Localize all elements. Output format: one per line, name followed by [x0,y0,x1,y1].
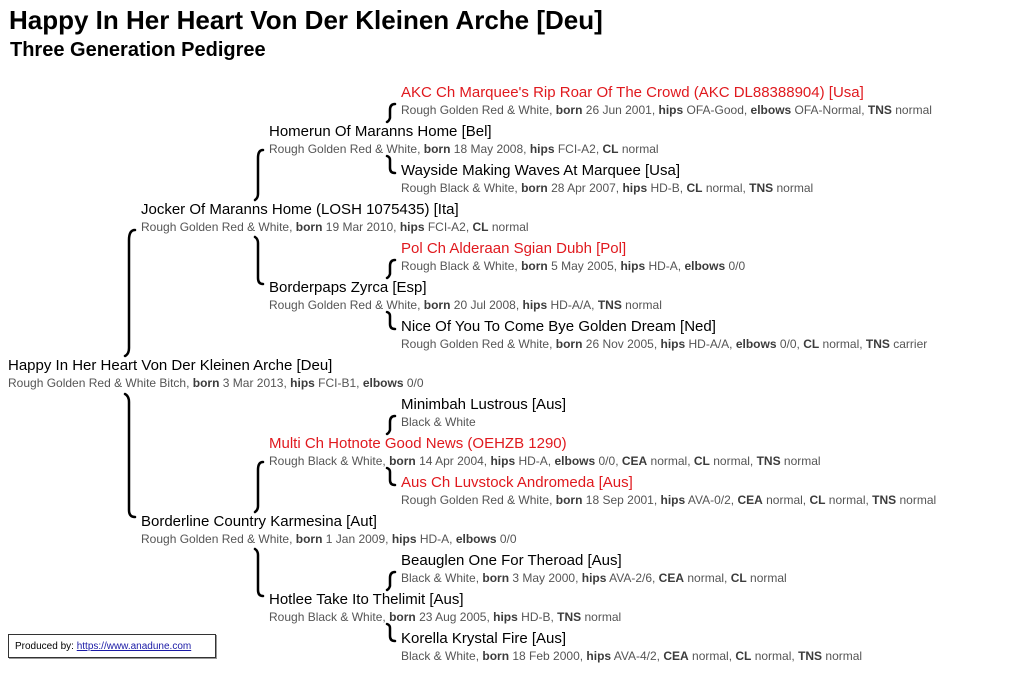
bracket-dam-dam [255,549,263,596]
detail-label: CEA [737,493,763,507]
detail-label: hips [399,220,425,234]
produced-by-credit [8,634,216,658]
dog-details: Rough Golden Red & White, born 20 Jul 2008, hips HD-A/A, TNS normal [269,298,662,312]
page-title: Happy In Her Heart Von Der Kleinen Arche [Deu] [9,5,603,35]
detail-label: hips [529,142,555,156]
dog-details: Rough Black & White, born 28 Apr 2007, hips HD-B, CL normal, TNS normal [401,181,814,195]
detail-label: born [192,376,220,390]
detail-label: elbows [455,532,497,546]
anadune-link[interactable]: https://www.anadune.com [76,641,192,652]
detail-label: hips [490,454,516,468]
bracket-dd-dam [387,624,395,641]
detail-label: elbows [750,103,792,117]
detail-label: hips [658,103,684,117]
detail-label: hips [660,493,686,507]
dog-name: Happy In Her Heart Von Der Kleinen Arche [Deu] [8,357,333,374]
detail-label: born [295,220,323,234]
dog-details: Black & White, born 3 May 2000, hips AVA-2/6, CEA normal, CL normal [401,571,787,585]
dog-details: Black & White, born 18 Feb 2000, hips AVA-4/2, CEA normal, CL normal, TNS normal [401,649,863,663]
detail-label: hips [620,259,646,273]
bracket-ss-sire [387,104,395,122]
detail-label: CL [730,571,747,585]
dog-entry-ds-sire [401,396,566,430]
dog-details: Rough Golden Red & White, born 1 Jan 2009, hips HD-A, elbows 0/0 [141,532,517,546]
dog-entry-sire [141,201,529,235]
dog-details: Rough Golden Red & White, born 26 Nov 2005, hips HD-A/A, elbows 0/0, CL normal, TNS carrier [401,337,928,351]
detail-label: TNS [872,493,897,507]
detail-label: CL [693,454,710,468]
dog-name: Nice Of You To Come Bye Golden Dream [Ned] [401,318,716,335]
dog-name: AKC Ch Marquee's Rip Roar Of The Crowd (AKC DL88388904) [Usa] [401,84,864,101]
dog-entry-sire-dam [269,279,662,313]
detail-label: elbows [362,376,404,390]
bracket-ds-dam [387,468,395,485]
detail-label: TNS [756,454,781,468]
detail-label: CL [686,181,703,195]
detail-label: TNS [749,181,774,195]
dog-name: Minimbah Lustrous [Aus] [401,396,567,413]
dog-entry-subject [8,357,424,391]
page-subtitle: Three Generation Pedigree [10,39,266,61]
detail-label: elbows [735,337,777,351]
detail-label: born [389,454,416,468]
dog-details: Rough Golden Red & White, born 19 Mar 2010, hips FCI-A2, CL normal [141,220,529,234]
detail-label: born [389,610,416,624]
detail-label: born [295,532,323,546]
detail-label: hips [493,610,518,624]
detail-label: TNS [597,298,622,312]
dog-name: Homerun Of Maranns Home [Bel] [269,123,492,140]
detail-label: CEA [658,571,685,585]
dog-entry-dam-sire [269,435,821,469]
dog-name: Multi Ch Hotnote Good News (OEHZB 1290) [269,435,567,452]
detail-label: CL [809,493,826,507]
dog-details: Rough Black & White, born 14 Apr 2004, hips HD-A, elbows 0/0, CEA normal, CL normal, TNS normal [269,454,821,468]
detail-label: born [521,181,548,195]
dog-name: Korella Krystal Fire [Aus] [401,630,567,647]
dog-entry-sd-sire [401,240,745,274]
detail-label: CL [735,649,752,663]
detail-label: hips [522,298,548,312]
detail-label: hips [581,571,607,585]
dog-details: Rough Golden Red & White, born 18 May 2008, hips FCI-A2, CL normal [269,142,659,156]
bracket-sire-dam [255,237,263,284]
dog-details: Rough Golden Red & White, born 18 Sep 2001, hips AVA-0/2, CEA normal, CL normal, TNS normal [401,493,937,507]
detail-label: TNS [798,649,823,663]
dog-name: Borderline Country Karmesina [Aut] [141,513,377,530]
bracket-dam-sire [255,462,263,512]
dog-entry-ss-dam [401,162,813,196]
detail-label: born [555,103,583,117]
detail-label: elbows [684,259,726,273]
detail-label: TNS [557,610,582,624]
dog-entry-dd-dam [401,630,862,664]
dog-entry-sd-dam [401,318,927,352]
dog-name: Beauglen One For Theroad [Aus] [401,552,622,569]
dog-name: Pol Ch Alderaan Sgian Dubh [Pol] [401,240,627,257]
detail-label: CL [602,142,619,156]
detail-label: TNS [865,337,890,351]
dog-details: Rough Golden Red & White Bitch, born 3 Mar 2013, hips FCI-B1, elbows 0/0 [8,376,424,390]
dog-name: Wayside Making Waves At Marquee [Usa] [401,162,680,179]
detail-label: born [555,337,583,351]
detail-label: CL [472,220,489,234]
detail-label: born [482,649,510,663]
detail-label: born [555,493,583,507]
dog-name: Jocker Of Maranns Home (LOSH 1075435) [Ita] [141,201,459,218]
dog-entry-dam-dam [269,591,621,625]
dog-name: Aus Ch Luvstock Andromeda [Aus] [401,474,633,491]
dog-details: Rough Black & White, born 23 Aug 2005, hips HD-B, TNS normal [269,610,622,624]
dog-entry-ds-dam [401,474,936,508]
detail-label: hips [290,376,315,390]
bracket-sire-sire [255,150,263,200]
detail-label: TNS [867,103,892,117]
bracket-subject-dam [125,394,135,517]
dog-entry-ss-sire [401,84,932,118]
detail-label: elbows [554,454,596,468]
bracket-sd-dam [387,312,395,329]
detail-label: hips [391,532,417,546]
detail-label: CL [803,337,820,351]
bracket-dd-sire [387,572,395,590]
dog-entry-sire-sire [269,123,659,157]
dog-entry-dam [141,513,517,547]
bracket-ss-dam [387,156,395,173]
detail-label: born [423,142,451,156]
credit-label: Produced by: [15,641,77,652]
dog-name: Hotlee Take Ito Thelimit [Aus] [269,591,464,608]
bracket-sd-sire [387,260,395,278]
detail-label: born [482,571,510,585]
detail-label: born [521,259,548,273]
dog-details: Rough Golden Red & White, born 26 Jun 2001, hips OFA-Good, elbows OFA-Normal, TNS normal [401,103,932,117]
detail-label: born [423,298,451,312]
dog-entry-dd-sire [401,552,787,586]
dog-details: Black & White [401,415,476,429]
dog-details: Rough Black & White, born 5 May 2005, hips HD-A, elbows 0/0 [401,259,746,273]
dog-name: Borderpaps Zyrca [Esp] [269,279,427,296]
detail-label: hips [586,649,612,663]
detail-label: hips [660,337,686,351]
bracket-subject-sire [125,230,135,356]
detail-label: CEA [621,454,648,468]
detail-label: CEA [663,649,689,663]
detail-label: hips [622,181,648,195]
bracket-ds-sire [387,416,395,434]
